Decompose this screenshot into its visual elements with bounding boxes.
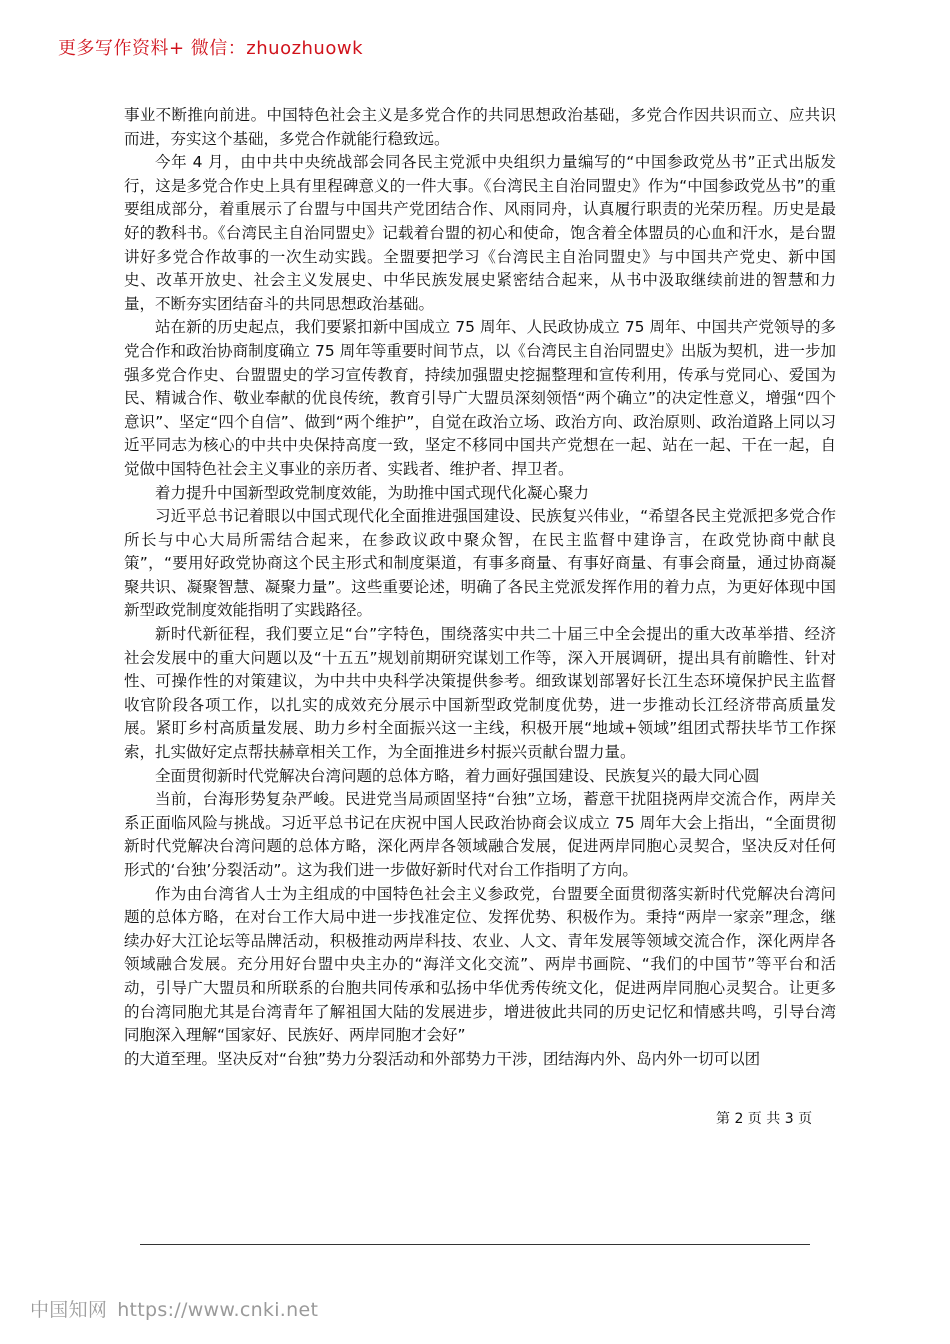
- document-body: [124, 104, 836, 1071]
- paragraph: 站在新的历史起点，我们要紧扣新中国成立 75 周年、人民政协成立 75 周年、中国共产党领导的多党合作和政治协商制度确立 75 周年等重要时间节点，以《台湾民主自治同盟史》出版为契机，进一步加强多党合作史、台盟盟史的学习宣传教育，持续加强盟史挖掘整理和宣传利用，传承与党同心、爱国为民、精诚合作、敬业奉献的优良传统，教育引导广大盟员深刻领悟“两个确立”的决定性意义，增强“四个意识”、坚定“四个自信”、做到“两个维护”，自觉在政治立场、政治方向、政治原则、政治道路上同以习近平同志为核心的中共中央保持高度一致，坚定不移同中国共产党想在一起、站在一起、干在一起，自觉做中国特色社会主义事业的亲历者、实践者、维护者、捍卫者。: [124, 318, 836, 478]
- paragraph: 当前，台海形势复杂严峻。民进党当局顽固坚持“台独”立场，蓄意干扰阻挠两岸交流合作，两岸关系正面临风险与挑战。习近平总书记在庆祝中国人民政治协商会议成立 75 周年大会上指出，“全面贯彻新时代党解决台湾问题的总体方略，深化两岸各领域融合发展，促进两岸同胞心灵契合，坚决反对任何形式的‘台独’分裂活动”。这为我们进一步做好新时代对台工作指明了方向。: [124, 790, 836, 879]
- footer-divider: [140, 1244, 810, 1245]
- paragraph: 新时代新征程，我们要立足“台”字特色，围绕落实中共二十届三中全会提出的重大改革举措、经济社会发展中的重大问题以及“十五五”规划前期研究谋划工作等，深入开展调研，提出具有前瞻性、针对性、可操作性的对策建议，为中共中央科学决策提供参考。细致谋划部署好长江生态环境保护民主监督收官阶段各项工作，以扎实的成效充分展示中国新型政党制度优势，进一步推动长江经济带高质量发展。紧盯乡村高质量发展、助力乡村全面振兴这一主线，积极开展“地域+领域”组团式帮扶毕节工作探索，扎实做好定点帮扶赫章相关工作，为全面推进乡村振兴贡献台盟力量。: [124, 625, 836, 762]
- paragraph: 事业不断推向前进。中国特色社会主义是多党合作的共同思想政治基础，多党合作因共识而立、应共识而进，夯实这个基础，多党合作就能行稳致远。: [124, 106, 836, 148]
- section-heading: 着力提升中国新型政党制度效能，为助推中国式现代化凝心聚力: [155, 483, 590, 502]
- paragraph: 作为由台湾省人士为主组成的中国特色社会主义参政党，台盟要全面贯彻落实新时代党解决台湾问题的总体方略，在对台工作大局中进一步找准定位、发挥优势、积极作为。秉持“两岸一家亲”理念，继续办好大江论坛等品牌活动，积极推动两岸科技、农业、人文、青年发展等领域交流合作，深化两岸各领域融合发展。充分用好台盟中央主办的“海洋文化交流”、两岸书画院、“我们的中国节”等平台和活动，引导广大盟员和所联系的台胞共同传承和弘扬中华优秀传统文化，促进两岸同胞心灵契合。让更多的台湾同胞尤其是台湾青年了解祖国大陆的发展进步，增进彼此共同的历史记忆和情感共鸣，引导台湾同胞深入理解“国家好、民族好、两岸同胞才会好”: [124, 884, 836, 1045]
- cnki-watermark: [30, 1295, 318, 1322]
- paragraph: 今年 4 月，由中共中央统战部会同各民主党派中央组织力量编写的“中国参政党丛书”正式出版发行，这是多党合作史上具有里程碑意义的一件大事。《台湾民主自治同盟史》作为“中国参政党丛书”的重要组成部分，着重展示了台盟与中国共产党团结合作、风雨同舟，认真履行职责的光荣历程。历史是最好的教科书。《台湾民主自治同盟史》记载着台盟的初心和使命，饱含着全体盟员的心血和汗水，是台盟讲好多党合作故事的一次生动实践。全盟要把学习《台湾民主自治同盟史》与中国共产党史、新中国史、改革开放史、社会主义发展史、中华民族发展史紧密结合起来，从书中汲取继续前进的智慧和力量，不断夯实团结奋斗的共同思想政治基础。: [124, 153, 836, 313]
- watermark-brand: 中国知网: [30, 1299, 108, 1321]
- promo-header-link[interactable]: 更多写作资料+ 微信：zhuozhuowk: [58, 38, 364, 59]
- paragraph: 习近平总书记着眼以中国式现代化全面推进强国建设、民族复兴伟业，“希望各民主党派把多党合作所长与中心大局所需结合起来，在参政议政中聚众智，在民主监督中建诤言，在政党协商中献良策”，“要用好政党协商这个民主形式和制度渠道，有事多商量、有事好商量、有事会商量，通过协商凝聚共识、凝聚智慧、凝聚力量”。这些重要论述，明确了各民主党派发挥作用的着力点，为更好体现中国新型政党制度效能指明了实践路径。: [124, 507, 836, 620]
- section-heading: 全面贯彻新时代党解决台湾问题的总体方略，着力画好强国建设、民族复兴的最大同心圆: [155, 766, 760, 785]
- page-number: 第 2 页 共 3 页: [716, 1111, 813, 1127]
- watermark-url: https://www.cnki.net: [117, 1299, 319, 1321]
- paragraph: 的大道至理。坚决反对“台独”势力分裂活动和外部势力干涉，团结海内外、岛内外一切可以团: [124, 1049, 761, 1068]
